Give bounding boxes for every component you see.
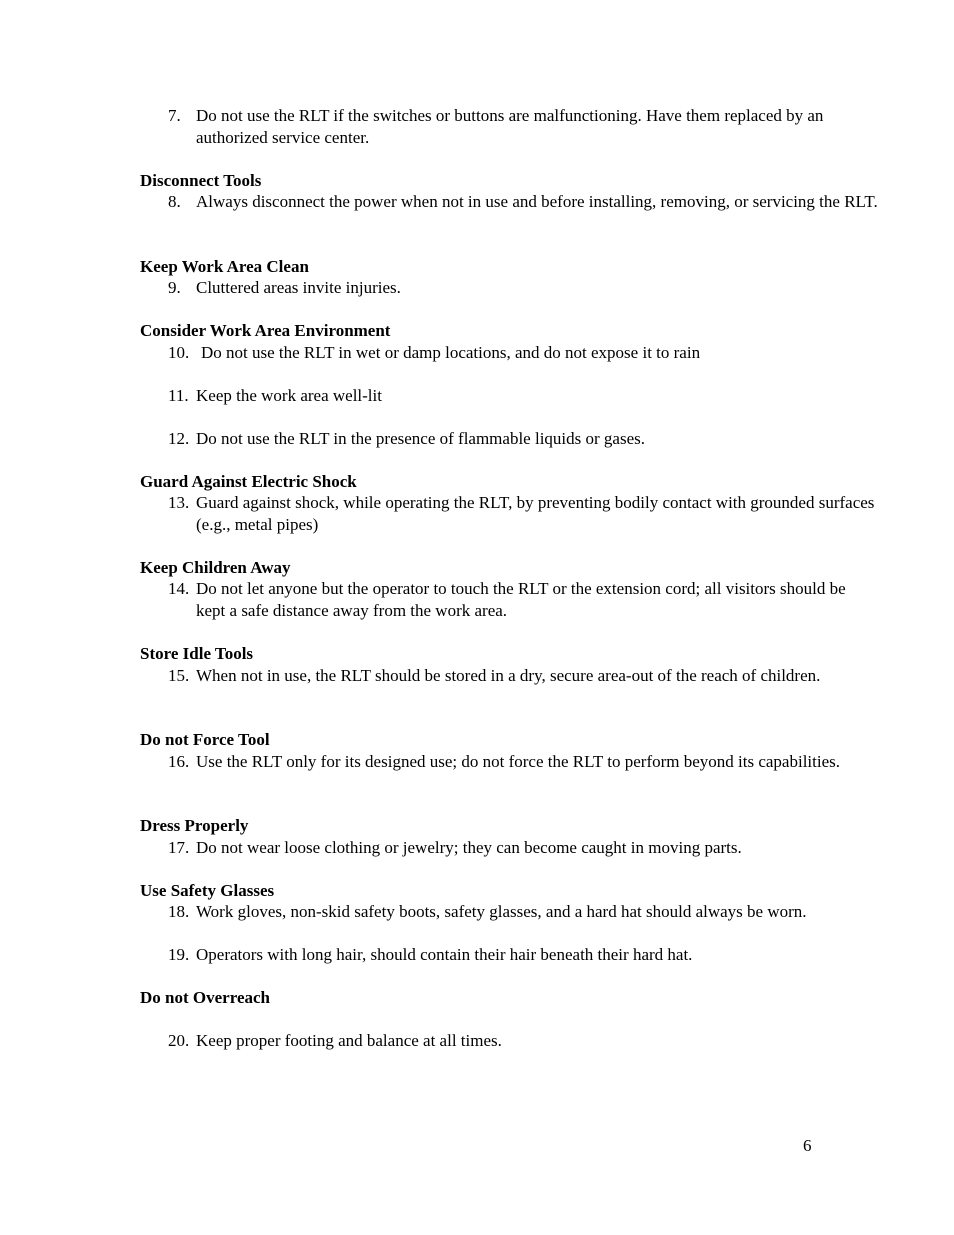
section-heading-disconnect-tools: Disconnect Tools <box>140 171 262 190</box>
list-item <box>168 428 878 450</box>
section-heading-do-not-overreach: Do not Overreach <box>140 988 270 1007</box>
item-number: 19. <box>168 945 190 964</box>
item-text: Do not wear loose clothing or jewelry; they can become caught in moving parts. <box>196 838 742 857</box>
item-number: 13. <box>168 493 190 512</box>
section-heading-keep-work-area-clean: Keep Work Area Clean <box>140 257 309 276</box>
item-number: 20. <box>168 1031 190 1050</box>
page-number: 6 <box>803 1136 812 1155</box>
section-heading-consider-environment: Consider Work Area Environment <box>140 321 391 340</box>
list-item <box>168 944 878 966</box>
list-item <box>168 105 878 149</box>
item-number: 18. <box>168 902 190 921</box>
item-text: Operators with long hair, should contain their hair beneath their hard hat. <box>196 945 693 964</box>
item-number: 16. <box>168 752 190 771</box>
section-heading-guard-electric-shock: Guard Against Electric Shock <box>140 472 357 491</box>
list-item <box>168 342 878 364</box>
section-heading-use-safety-glasses: Use Safety Glasses <box>140 881 275 900</box>
item-text: Work gloves, non-skid safety boots, safety glasses, and a hard hat should always be worn. <box>196 902 807 921</box>
section-heading-dress-properly: Dress Properly <box>140 816 249 835</box>
section-heading-do-not-force-tool: Do not Force Tool <box>140 730 270 749</box>
item-number: 12. <box>168 429 190 448</box>
item-number: 7. <box>168 106 181 125</box>
list-item <box>168 665 878 687</box>
list-item <box>168 837 878 859</box>
item-text: Use the RLT only for its designed use; do not force the RLT to perform beyond its capabilities. <box>196 752 841 771</box>
list-item <box>168 492 878 536</box>
item-text: Keep the work area well-lit <box>196 386 382 405</box>
list-item <box>168 751 878 773</box>
section-heading-keep-children-away: Keep Children Away <box>140 558 291 577</box>
list-item <box>168 1030 878 1052</box>
list-item <box>168 901 878 923</box>
item-number: 15. <box>168 666 190 685</box>
item-text: When not in use, the RLT should be stored in a dry, secure area-out of the reach of children. <box>196 666 821 685</box>
item-number: 17. <box>168 838 190 857</box>
item-number: 14. <box>168 579 190 598</box>
list-item <box>168 385 878 407</box>
item-text: Do not use the RLT in wet or damp locations, and do not expose it to rain <box>201 343 701 362</box>
item-number: 11. <box>168 386 189 405</box>
item-text: Do not use the RLT if the switches or buttons are malfunctioning. Have them replaced by an authorized service center. <box>196 106 824 147</box>
item-text: Always disconnect the power when not in use and before installing, removing, or servicing the RLT. <box>196 192 878 211</box>
list-item <box>168 191 878 213</box>
item-text: Keep proper footing and balance at all times. <box>196 1031 502 1050</box>
item-text: Do not use the RLT in the presence of flammable liquids or gases. <box>196 429 645 448</box>
item-number: 10. <box>168 343 190 362</box>
section-heading-store-idle-tools: Store Idle Tools <box>140 644 254 663</box>
item-number: 9. <box>168 278 181 297</box>
list-item <box>168 578 878 622</box>
item-number: 8. <box>168 192 181 211</box>
item-text: Guard against shock, while operating the RLT, by preventing bodily contact with grounded surfaces (e.g., metal pipes) <box>196 493 875 534</box>
list-item <box>168 277 878 299</box>
item-text: Cluttered areas invite injuries. <box>196 278 401 297</box>
item-text: Do not let anyone but the operator to touch the RLT or the extension cord; all visitors should be kept a safe distance away from the work area. <box>196 579 846 620</box>
